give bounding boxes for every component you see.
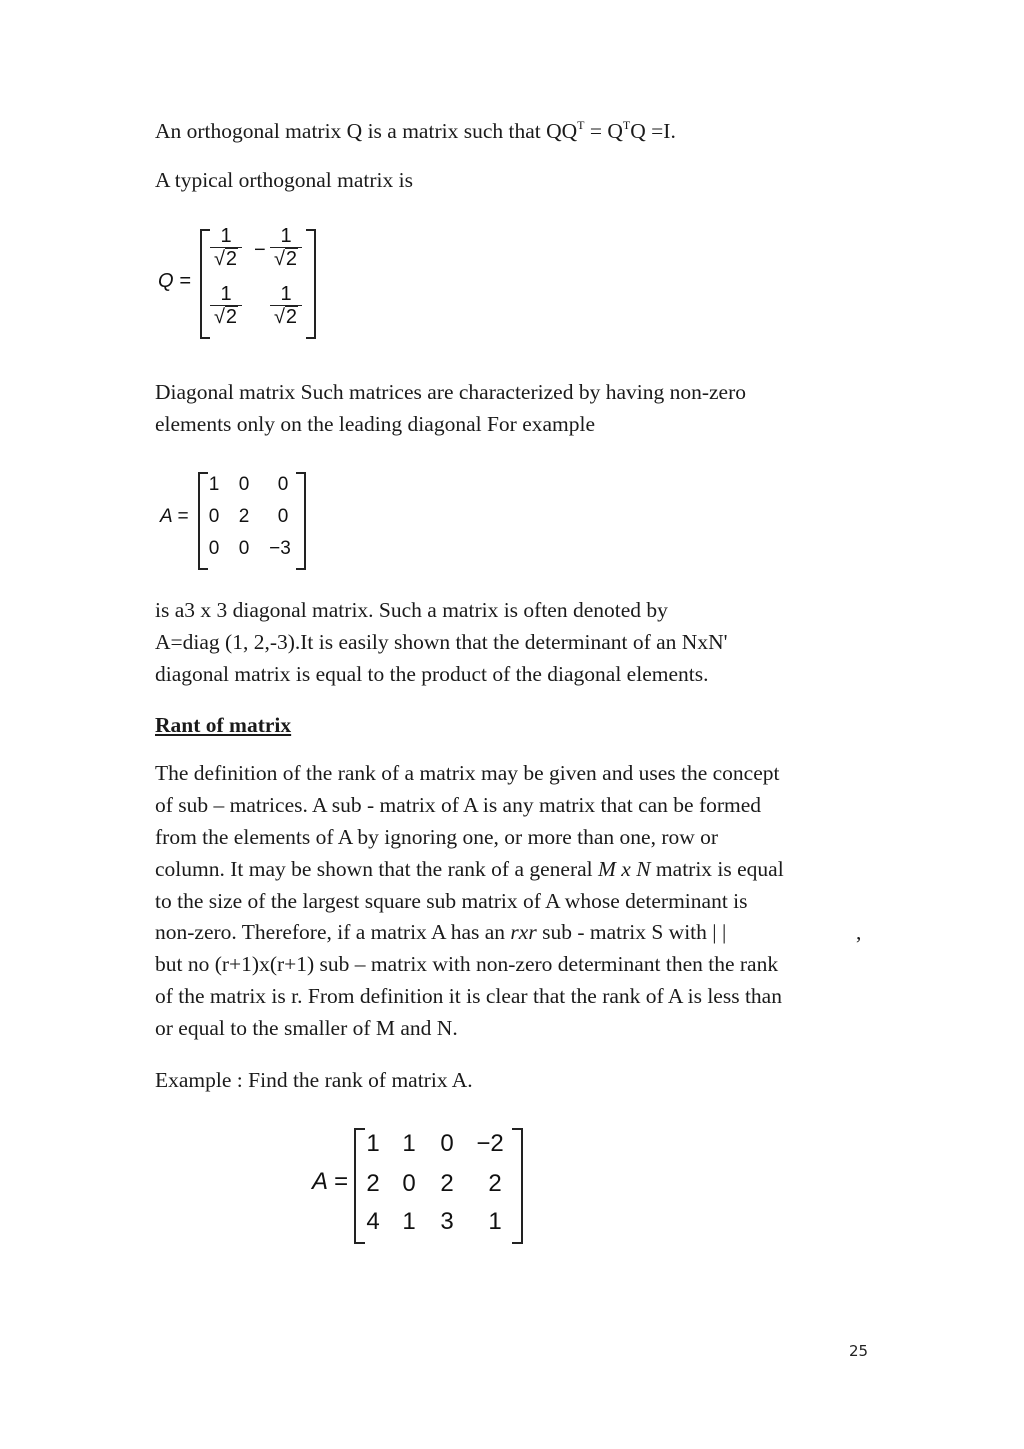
rank-definition-line-1: The definition of the rank of a matrix may be given and uses the concept xyxy=(155,761,780,785)
minus-sign: − xyxy=(254,239,266,261)
diagonal-definition-line-1: Diagonal matrix Such matrices are characterized by having non-zero xyxy=(155,380,746,404)
example-prompt: Example : Find the rank of matrix A. xyxy=(155,1068,473,1092)
section-heading: Rant of matrix xyxy=(155,713,292,737)
matrix-a-diagonal: A = 1 0 0 0 2 0 0 0 −3 xyxy=(158,470,318,574)
orthogonal-example-intro: A typical orthogonal matrix is xyxy=(155,168,413,192)
rank-definition-line-4: column. It may be shown that the rank of a general M x N matrix is equal xyxy=(155,857,784,881)
orthogonal-definition: An orthogonal matrix Q is a matrix such that $QQ^T = Q^TQ =I$. xyxy=(155,118,676,143)
rank-definition-line-5: to the size of the largest square sub matrix of A whose determinant is xyxy=(155,889,748,913)
matrix-q-entry-11: 1 √ 2 xyxy=(210,225,242,270)
right-bracket xyxy=(512,1128,523,1244)
matrix-q-entry-22: 1 √ 2 xyxy=(270,283,302,328)
diagonal-notation-line-3: diagonal matrix is equal to the product of the diagonal elements. xyxy=(155,662,709,686)
rank-definition-line-9: or equal to the smaller of M and N. xyxy=(155,1016,458,1040)
rank-definition-line-2: of sub – matrices. A sub - matrix of A is any matrix that can be formed xyxy=(155,793,762,817)
diagonal-notation-line-2: A=diag (1, 2,-3).It is easily shown that the determinant of an NxN' xyxy=(155,630,728,654)
matrix-a-rank-example: A = 1 1 0 −2 2 0 2 2 4 1 3 1 xyxy=(310,1124,530,1248)
rank-definition-line-6-comma: , xyxy=(856,920,862,944)
left-bracket xyxy=(200,229,210,339)
rank-definition-line-6: non-zero. Therefore, if a matrix A has an rxr sub - matrix S with | | xyxy=(155,920,727,944)
diagonal-notation-line-1: is a3 x 3 diagonal matrix. Such a matrix is often denoted by xyxy=(155,598,668,622)
page-number: 25 xyxy=(849,1342,869,1360)
rank-definition-line-3: from the elements of A by ignoring one, or more than one, row or xyxy=(155,825,719,849)
matrix-q-entry-21: 1 √ 2 xyxy=(210,283,242,328)
matrix-q-entry-12: 1 √ 2 xyxy=(270,225,302,270)
rank-definition-line-7: but no (r+1)x(r+1) sub – matrix with non-zero determinant then the rank xyxy=(155,952,779,976)
diagonal-definition-line-2: elements only on the leading diagonal For example xyxy=(155,412,596,436)
matrix-q-equation: Q = 1 √ 2 − 1 √ 2 1 √ 2 1 √ 2 xyxy=(158,225,338,345)
right-bracket xyxy=(306,229,316,339)
rank-definition-line-8: of the matrix is r. From definition it is clear that the rank of A is less than xyxy=(155,984,782,1008)
